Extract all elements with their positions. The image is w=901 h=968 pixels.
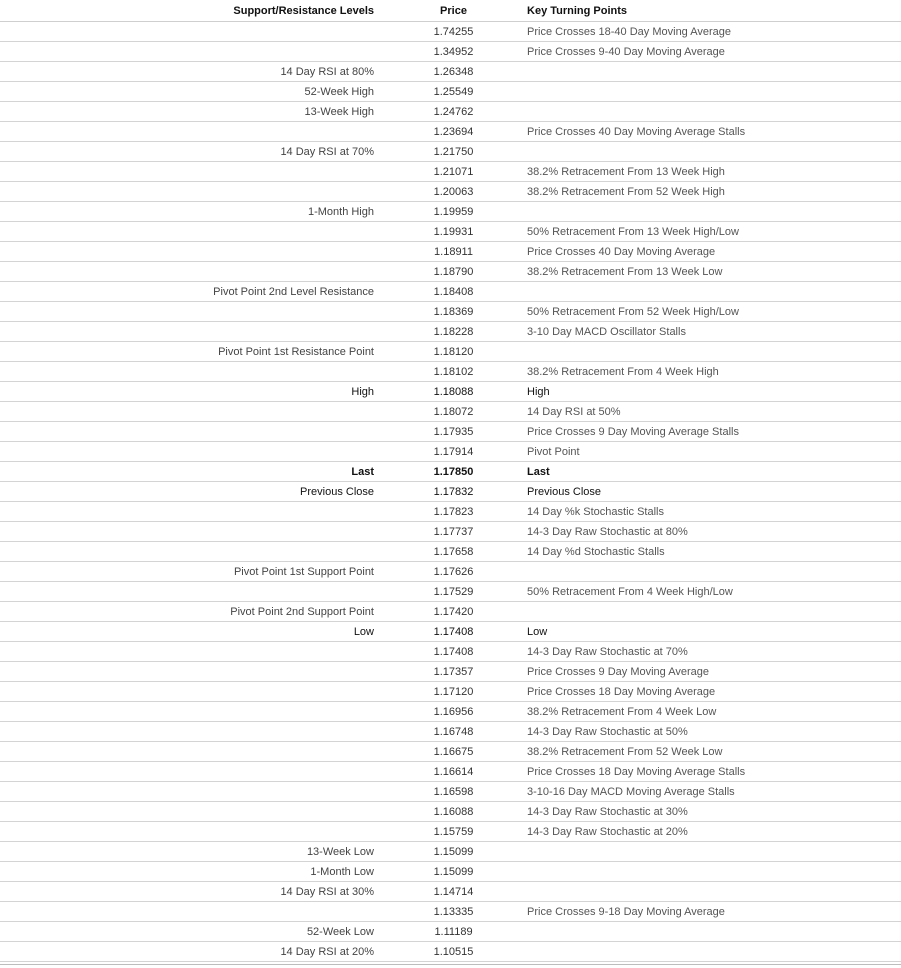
table-row bbox=[0, 802, 901, 822]
price-value: 1.17658 bbox=[380, 542, 527, 562]
price-value: 1.17420 bbox=[380, 602, 527, 622]
support-resistance-level: High bbox=[0, 382, 380, 402]
price-value: 1.17408 bbox=[380, 622, 527, 642]
key-turning-point bbox=[527, 82, 901, 102]
table-row bbox=[0, 562, 901, 582]
support-resistance-level: 13-Week High bbox=[0, 102, 380, 122]
key-turning-point: Price Crosses 9-18 Day Moving Average bbox=[527, 902, 901, 922]
price-value: 1.26348 bbox=[380, 62, 527, 82]
support-resistance-level: 14 Day RSI at 30% bbox=[0, 882, 380, 902]
price-value: 1.16748 bbox=[380, 722, 527, 742]
table-row bbox=[0, 402, 901, 422]
price-value: 1.13335 bbox=[380, 902, 527, 922]
price-value: 1.14714 bbox=[380, 882, 527, 902]
support-resistance-level bbox=[0, 742, 380, 762]
key-turning-point bbox=[527, 62, 901, 82]
price-value: 1.18120 bbox=[380, 342, 527, 362]
price-value: 1.17737 bbox=[380, 522, 527, 542]
key-turning-point: Last bbox=[527, 462, 901, 482]
key-turning-point: 50% Retracement From 13 Week High/Low bbox=[527, 222, 901, 242]
bottom-rule bbox=[0, 964, 901, 965]
support-resistance-level bbox=[0, 262, 380, 282]
price-value: 1.74255 bbox=[380, 22, 527, 42]
key-turning-point: Price Crosses 40 Day Moving Average bbox=[527, 242, 901, 262]
price-value: 1.16956 bbox=[380, 702, 527, 722]
support-resistance-level bbox=[0, 402, 380, 422]
price-value: 1.18911 bbox=[380, 242, 527, 262]
key-turning-point: Price Crosses 18-40 Day Moving Average bbox=[527, 22, 901, 42]
support-resistance-level bbox=[0, 122, 380, 142]
table-row bbox=[0, 642, 901, 662]
price-value: 1.17120 bbox=[380, 682, 527, 702]
table-row bbox=[0, 242, 901, 262]
price-value: 1.17408 bbox=[380, 642, 527, 662]
key-turning-point: Price Crosses 40 Day Moving Average Stalls bbox=[527, 122, 901, 142]
support-resistance-level bbox=[0, 362, 380, 382]
key-turning-point: 38.2% Retracement From 13 Week Low bbox=[527, 262, 901, 282]
table-row bbox=[0, 882, 901, 902]
price-value: 1.19931 bbox=[380, 222, 527, 242]
key-turning-point bbox=[527, 942, 901, 962]
support-resistance-level bbox=[0, 682, 380, 702]
key-turning-point: 14 Day %k Stochastic Stalls bbox=[527, 502, 901, 522]
table-row bbox=[0, 782, 901, 802]
support-resistance-level: Previous Close bbox=[0, 482, 380, 502]
key-turning-point: 50% Retracement From 4 Week High/Low bbox=[527, 582, 901, 602]
support-resistance-level: Pivot Point 2nd Support Point bbox=[0, 602, 380, 622]
support-resistance-level bbox=[0, 22, 380, 42]
price-value: 1.17914 bbox=[380, 442, 527, 462]
support-resistance-level: 52-Week Low bbox=[0, 922, 380, 942]
price-value: 1.17832 bbox=[380, 482, 527, 502]
key-turning-point: 14-3 Day Raw Stochastic at 50% bbox=[527, 722, 901, 742]
support-resistance-level bbox=[0, 42, 380, 62]
key-turning-point: Price Crosses 9 Day Moving Average bbox=[527, 662, 901, 682]
table-row bbox=[0, 82, 901, 102]
support-resistance-level bbox=[0, 802, 380, 822]
support-resistance-level bbox=[0, 702, 380, 722]
support-resistance-level: Pivot Point 1st Support Point bbox=[0, 562, 380, 582]
key-turning-point: 38.2% Retracement From 13 Week High bbox=[527, 162, 901, 182]
price-value: 1.18102 bbox=[380, 362, 527, 382]
table-row bbox=[0, 722, 901, 742]
table-row bbox=[0, 302, 901, 322]
price-value: 1.17529 bbox=[380, 582, 527, 602]
key-turning-point: Price Crosses 9-40 Day Moving Average bbox=[527, 42, 901, 62]
table-row bbox=[0, 222, 901, 242]
price-value: 1.16614 bbox=[380, 762, 527, 782]
price-value: 1.17823 bbox=[380, 502, 527, 522]
table-row bbox=[0, 902, 901, 922]
table-row bbox=[0, 842, 901, 862]
support-resistance-level: 1-Month Low bbox=[0, 862, 380, 882]
table-row bbox=[0, 142, 901, 162]
support-resistance-level bbox=[0, 522, 380, 542]
price-value: 1.11189 bbox=[380, 922, 527, 942]
header-row bbox=[0, 0, 901, 22]
key-turning-point: Price Crosses 18 Day Moving Average bbox=[527, 682, 901, 702]
table-row bbox=[0, 482, 901, 502]
key-turning-point: 14-3 Day Raw Stochastic at 30% bbox=[527, 802, 901, 822]
key-turning-point: 38.2% Retracement From 4 Week Low bbox=[527, 702, 901, 722]
table-row bbox=[0, 342, 901, 362]
key-turning-point bbox=[527, 282, 901, 302]
price-value: 1.18072 bbox=[380, 402, 527, 422]
price-value: 1.18790 bbox=[380, 262, 527, 282]
support-resistance-level: 14 Day RSI at 80% bbox=[0, 62, 380, 82]
key-turning-point bbox=[527, 842, 901, 862]
table-row bbox=[0, 262, 901, 282]
price-value: 1.16675 bbox=[380, 742, 527, 762]
price-value: 1.18369 bbox=[380, 302, 527, 322]
key-turning-point bbox=[527, 562, 901, 582]
support-resistance-level bbox=[0, 182, 380, 202]
support-resistance-level bbox=[0, 242, 380, 262]
price-value: 1.34952 bbox=[380, 42, 527, 62]
support-resistance-level bbox=[0, 762, 380, 782]
price-value: 1.25549 bbox=[380, 82, 527, 102]
price-value: 1.18408 bbox=[380, 282, 527, 302]
table-header bbox=[0, 0, 901, 22]
price-value: 1.17626 bbox=[380, 562, 527, 582]
table-row bbox=[0, 42, 901, 62]
table-row bbox=[0, 702, 901, 722]
key-turning-point: Pivot Point bbox=[527, 442, 901, 462]
table-row bbox=[0, 282, 901, 302]
support-resistance-level bbox=[0, 222, 380, 242]
table-row bbox=[0, 582, 901, 602]
price-value: 1.20063 bbox=[380, 182, 527, 202]
support-resistance-level: Pivot Point 2nd Level Resistance bbox=[0, 282, 380, 302]
key-turning-point: 38.2% Retracement From 52 Week High bbox=[527, 182, 901, 202]
key-turning-point: 14 Day %d Stochastic Stalls bbox=[527, 542, 901, 562]
table-row bbox=[0, 602, 901, 622]
table-row bbox=[0, 822, 901, 842]
key-turning-point bbox=[527, 922, 901, 942]
table-row bbox=[0, 682, 901, 702]
support-resistance-level bbox=[0, 902, 380, 922]
price-value: 1.21750 bbox=[380, 142, 527, 162]
price-value: 1.10515 bbox=[380, 942, 527, 962]
support-resistance-level bbox=[0, 782, 380, 802]
key-turning-point: 50% Retracement From 52 Week High/Low bbox=[527, 302, 901, 322]
support-resistance-level bbox=[0, 442, 380, 462]
table-row bbox=[0, 422, 901, 442]
support-resistance-level bbox=[0, 662, 380, 682]
table-row bbox=[0, 362, 901, 382]
table-row bbox=[0, 742, 901, 762]
table-row bbox=[0, 382, 901, 402]
price-value: 1.23694 bbox=[380, 122, 527, 142]
key-turning-points-header: Key Turning Points bbox=[527, 0, 901, 22]
table-row bbox=[0, 122, 901, 142]
key-turning-point: Low bbox=[527, 622, 901, 642]
support-resistance-level: Pivot Point 1st Resistance Point bbox=[0, 342, 380, 362]
key-turning-point bbox=[527, 602, 901, 622]
table-row bbox=[0, 102, 901, 122]
support-resistance-level bbox=[0, 162, 380, 182]
price-value: 1.15099 bbox=[380, 842, 527, 862]
price-value: 1.18088 bbox=[380, 382, 527, 402]
table-row bbox=[0, 922, 901, 942]
price-value: 1.18228 bbox=[380, 322, 527, 342]
support-resistance-level bbox=[0, 722, 380, 742]
table-row bbox=[0, 502, 901, 522]
table-row bbox=[0, 322, 901, 342]
key-turning-point: Price Crosses 18 Day Moving Average Stalls bbox=[527, 762, 901, 782]
table-row bbox=[0, 542, 901, 562]
support-resistance-level: 1-Month High bbox=[0, 202, 380, 222]
support-resistance-level: 52-Week High bbox=[0, 82, 380, 102]
support-resistance-level bbox=[0, 322, 380, 342]
support-resistance-level bbox=[0, 502, 380, 522]
key-turning-point: 14-3 Day Raw Stochastic at 20% bbox=[527, 822, 901, 842]
price-value: 1.15759 bbox=[380, 822, 527, 842]
key-turning-point bbox=[527, 882, 901, 902]
price-value: 1.21071 bbox=[380, 162, 527, 182]
support-resistance-level bbox=[0, 822, 380, 842]
table-row bbox=[0, 622, 901, 642]
price-value: 1.24762 bbox=[380, 102, 527, 122]
table-row bbox=[0, 762, 901, 782]
table-row bbox=[0, 862, 901, 882]
key-turning-point: 14-3 Day Raw Stochastic at 80% bbox=[527, 522, 901, 542]
table-row bbox=[0, 442, 901, 462]
support-resistance-level: 14 Day RSI at 70% bbox=[0, 142, 380, 162]
key-turning-point bbox=[527, 142, 901, 162]
support-resistance-level bbox=[0, 542, 380, 562]
key-turning-point: 38.2% Retracement From 4 Week High bbox=[527, 362, 901, 382]
table-row bbox=[0, 162, 901, 182]
table-row bbox=[0, 942, 901, 962]
table-row bbox=[0, 202, 901, 222]
support-resistance-level bbox=[0, 302, 380, 322]
price-value: 1.19959 bbox=[380, 202, 527, 222]
key-turning-point bbox=[527, 102, 901, 122]
key-turning-point bbox=[527, 862, 901, 882]
key-turning-point: High bbox=[527, 382, 901, 402]
table-body bbox=[0, 22, 901, 962]
key-turning-point: 14 Day RSI at 50% bbox=[527, 402, 901, 422]
price-value: 1.16088 bbox=[380, 802, 527, 822]
support-resistance-level: Last bbox=[0, 462, 380, 482]
price-value: 1.17357 bbox=[380, 662, 527, 682]
key-turning-point: 38.2% Retracement From 52 Week Low bbox=[527, 742, 901, 762]
support-resistance-level: 14 Day RSI at 20% bbox=[0, 942, 380, 962]
key-turning-point: 3-10-16 Day MACD Moving Average Stalls bbox=[527, 782, 901, 802]
support-resistance-header: Support/Resistance Levels bbox=[0, 0, 380, 22]
table-row bbox=[0, 522, 901, 542]
price-value: 1.17935 bbox=[380, 422, 527, 442]
support-resistance-level: Low bbox=[0, 622, 380, 642]
key-turning-point bbox=[527, 342, 901, 362]
support-resistance-level: 13-Week Low bbox=[0, 842, 380, 862]
price-value: 1.15099 bbox=[380, 862, 527, 882]
price-value: 1.16598 bbox=[380, 782, 527, 802]
table-row bbox=[0, 462, 901, 482]
table-row bbox=[0, 182, 901, 202]
key-turning-point: 14-3 Day Raw Stochastic at 70% bbox=[527, 642, 901, 662]
support-resistance-level bbox=[0, 642, 380, 662]
key-turning-point: Previous Close bbox=[527, 482, 901, 502]
table-row bbox=[0, 662, 901, 682]
key-turning-point: 3-10 Day MACD Oscillator Stalls bbox=[527, 322, 901, 342]
table-row bbox=[0, 22, 901, 42]
support-resistance-level bbox=[0, 422, 380, 442]
price-header: Price bbox=[380, 0, 527, 22]
support-resistance-level bbox=[0, 582, 380, 602]
table-row bbox=[0, 62, 901, 82]
key-turning-point: Price Crosses 9 Day Moving Average Stalls bbox=[527, 422, 901, 442]
price-value: 1.17850 bbox=[380, 462, 527, 482]
key-turning-point bbox=[527, 202, 901, 222]
